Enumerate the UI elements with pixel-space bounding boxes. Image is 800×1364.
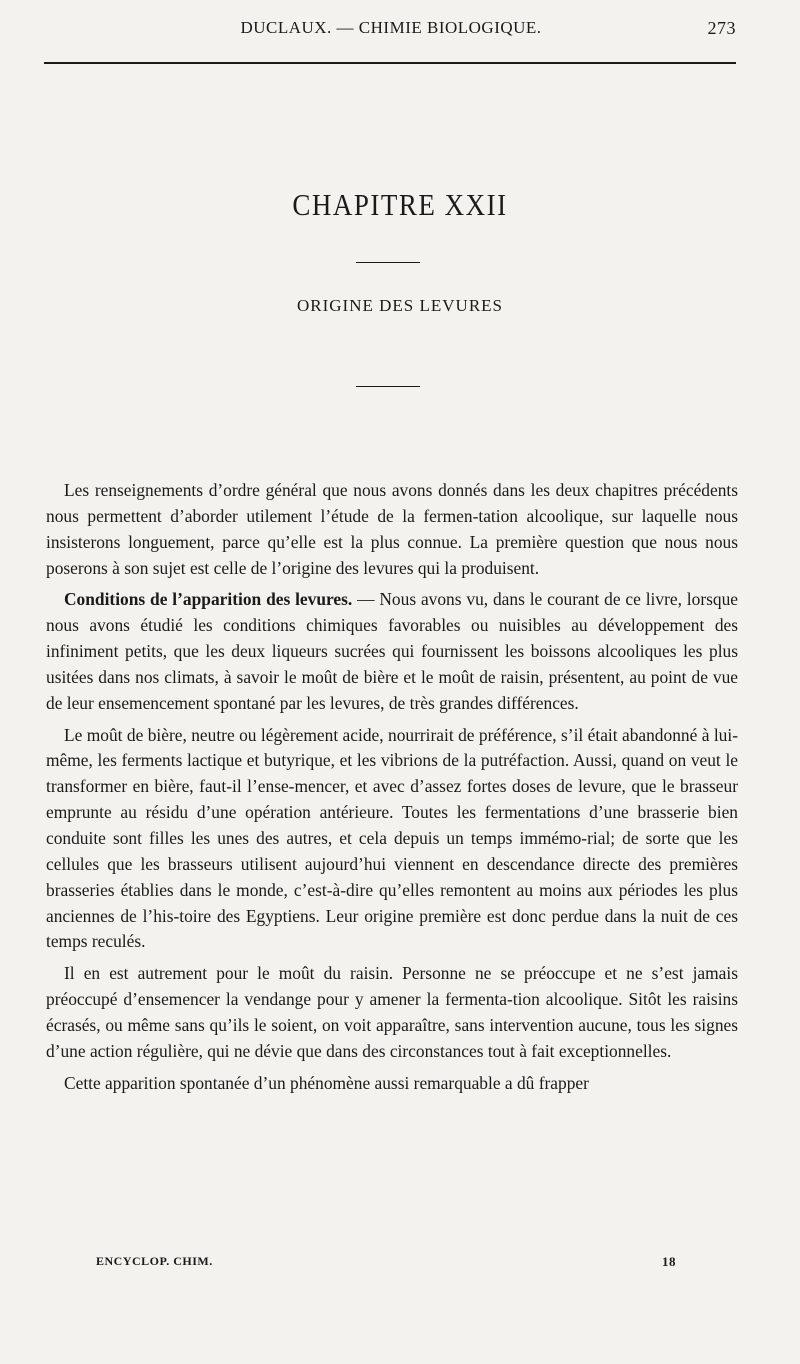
paragraph-intro: Les renseignements d’ordre général que nous avons donnés dans les deux chapitres précédents nous permettent d’aborder utilement l’étude de la fermen-tation alcoolique, sur laquelle nous insisterons longuement, parce qu’elle est la plus connue. La première question que nous nous poserons à son sujet est celle de l’origine des levures qui la produisent. [46,480,738,578]
running-head [46,14,736,44]
footer-publication: ENCYCLOP. CHIM. [96,1254,213,1268]
paragraph-grape-must: Il en est autrement pour le moût du raisin. Personne ne se préoccupe et ne s’est jamais préoccupé d’ensemencer la vendange pour y amener la fermenta-tion alcoolique. Sitôt les raisins écrasés, ou même sans qu’ils le soient, on voit apparaître, sans intervention aucune, tous les signes d’une action régulière, qui ne dévie que dans des circonstances tout à fait exceptionnelles. [46,963,738,1061]
paragraph-spontaneous: Cette apparition spontanée d’un phénomène aussi remarquable a dû frapper [64,1072,589,1093]
section-heading: Conditions de l’apparition des levures. [64,589,353,610]
chapter-divider-top [356,262,420,263]
page-number: 273 [707,18,736,38]
body-text [46,478,738,1102]
paragraph-conditions-text: — Nous avons vu, dans le courant de ce livre, lorsque nous avons étudié les conditions chimiques favorables ou nuisibles au développement des infiniment petits, que les deux liqueurs sucrées qui fournissent les boissons alcooliques les plus usitées dans nos climats, à savoir le moût de bière et le moût de raisin, présentent, au point de vue de leur ensemencement spontané par les levures, de très grandes différences. [46,589,738,713]
paragraph-conditions [46,587,738,716]
chapter-title: CHAPITRE XXII [292,188,508,222]
header-rule [44,62,736,64]
paragraph-beer-wort: Le moût de bière, neutre ou légèrement acide, nourrirait de préférence, s’il était abandonné à lui-même, les ferments lactique et butyrique, et les vibrions de la putréfaction. Aussi, quand on veut le transformer en bière, faut-il l’ense-mencer, et avec d’assez fortes doses de levure, que le brasseur emprunte au résidu d’une opération antérieure. Toutes les fermentations d’une brasserie bien conduite sont filles les unes des autres, et cela depuis un temps immémo-rial; de sorte que les cellules que les brasseurs utilisent aujourd’hui viennent en descendance directe des premières brasseries établies dans le monde, c’est-à-dire qu’elles remontent au moins aux périodes les plus anciennes de l’his-toire des Egyptiens. Leur origine première est donc perdue dans la nuit de ces temps reculés. [46,724,738,952]
chapter-subtitle: ORIGINE DES LEVURES [297,296,503,315]
footer-signature-mark: 18 [662,1254,676,1269]
page-footer [96,1254,686,1276]
running-head-title: DUCLAUX. — CHIMIE BIOLOGIQUE. [240,18,542,37]
chapter-divider-bottom [356,386,420,387]
